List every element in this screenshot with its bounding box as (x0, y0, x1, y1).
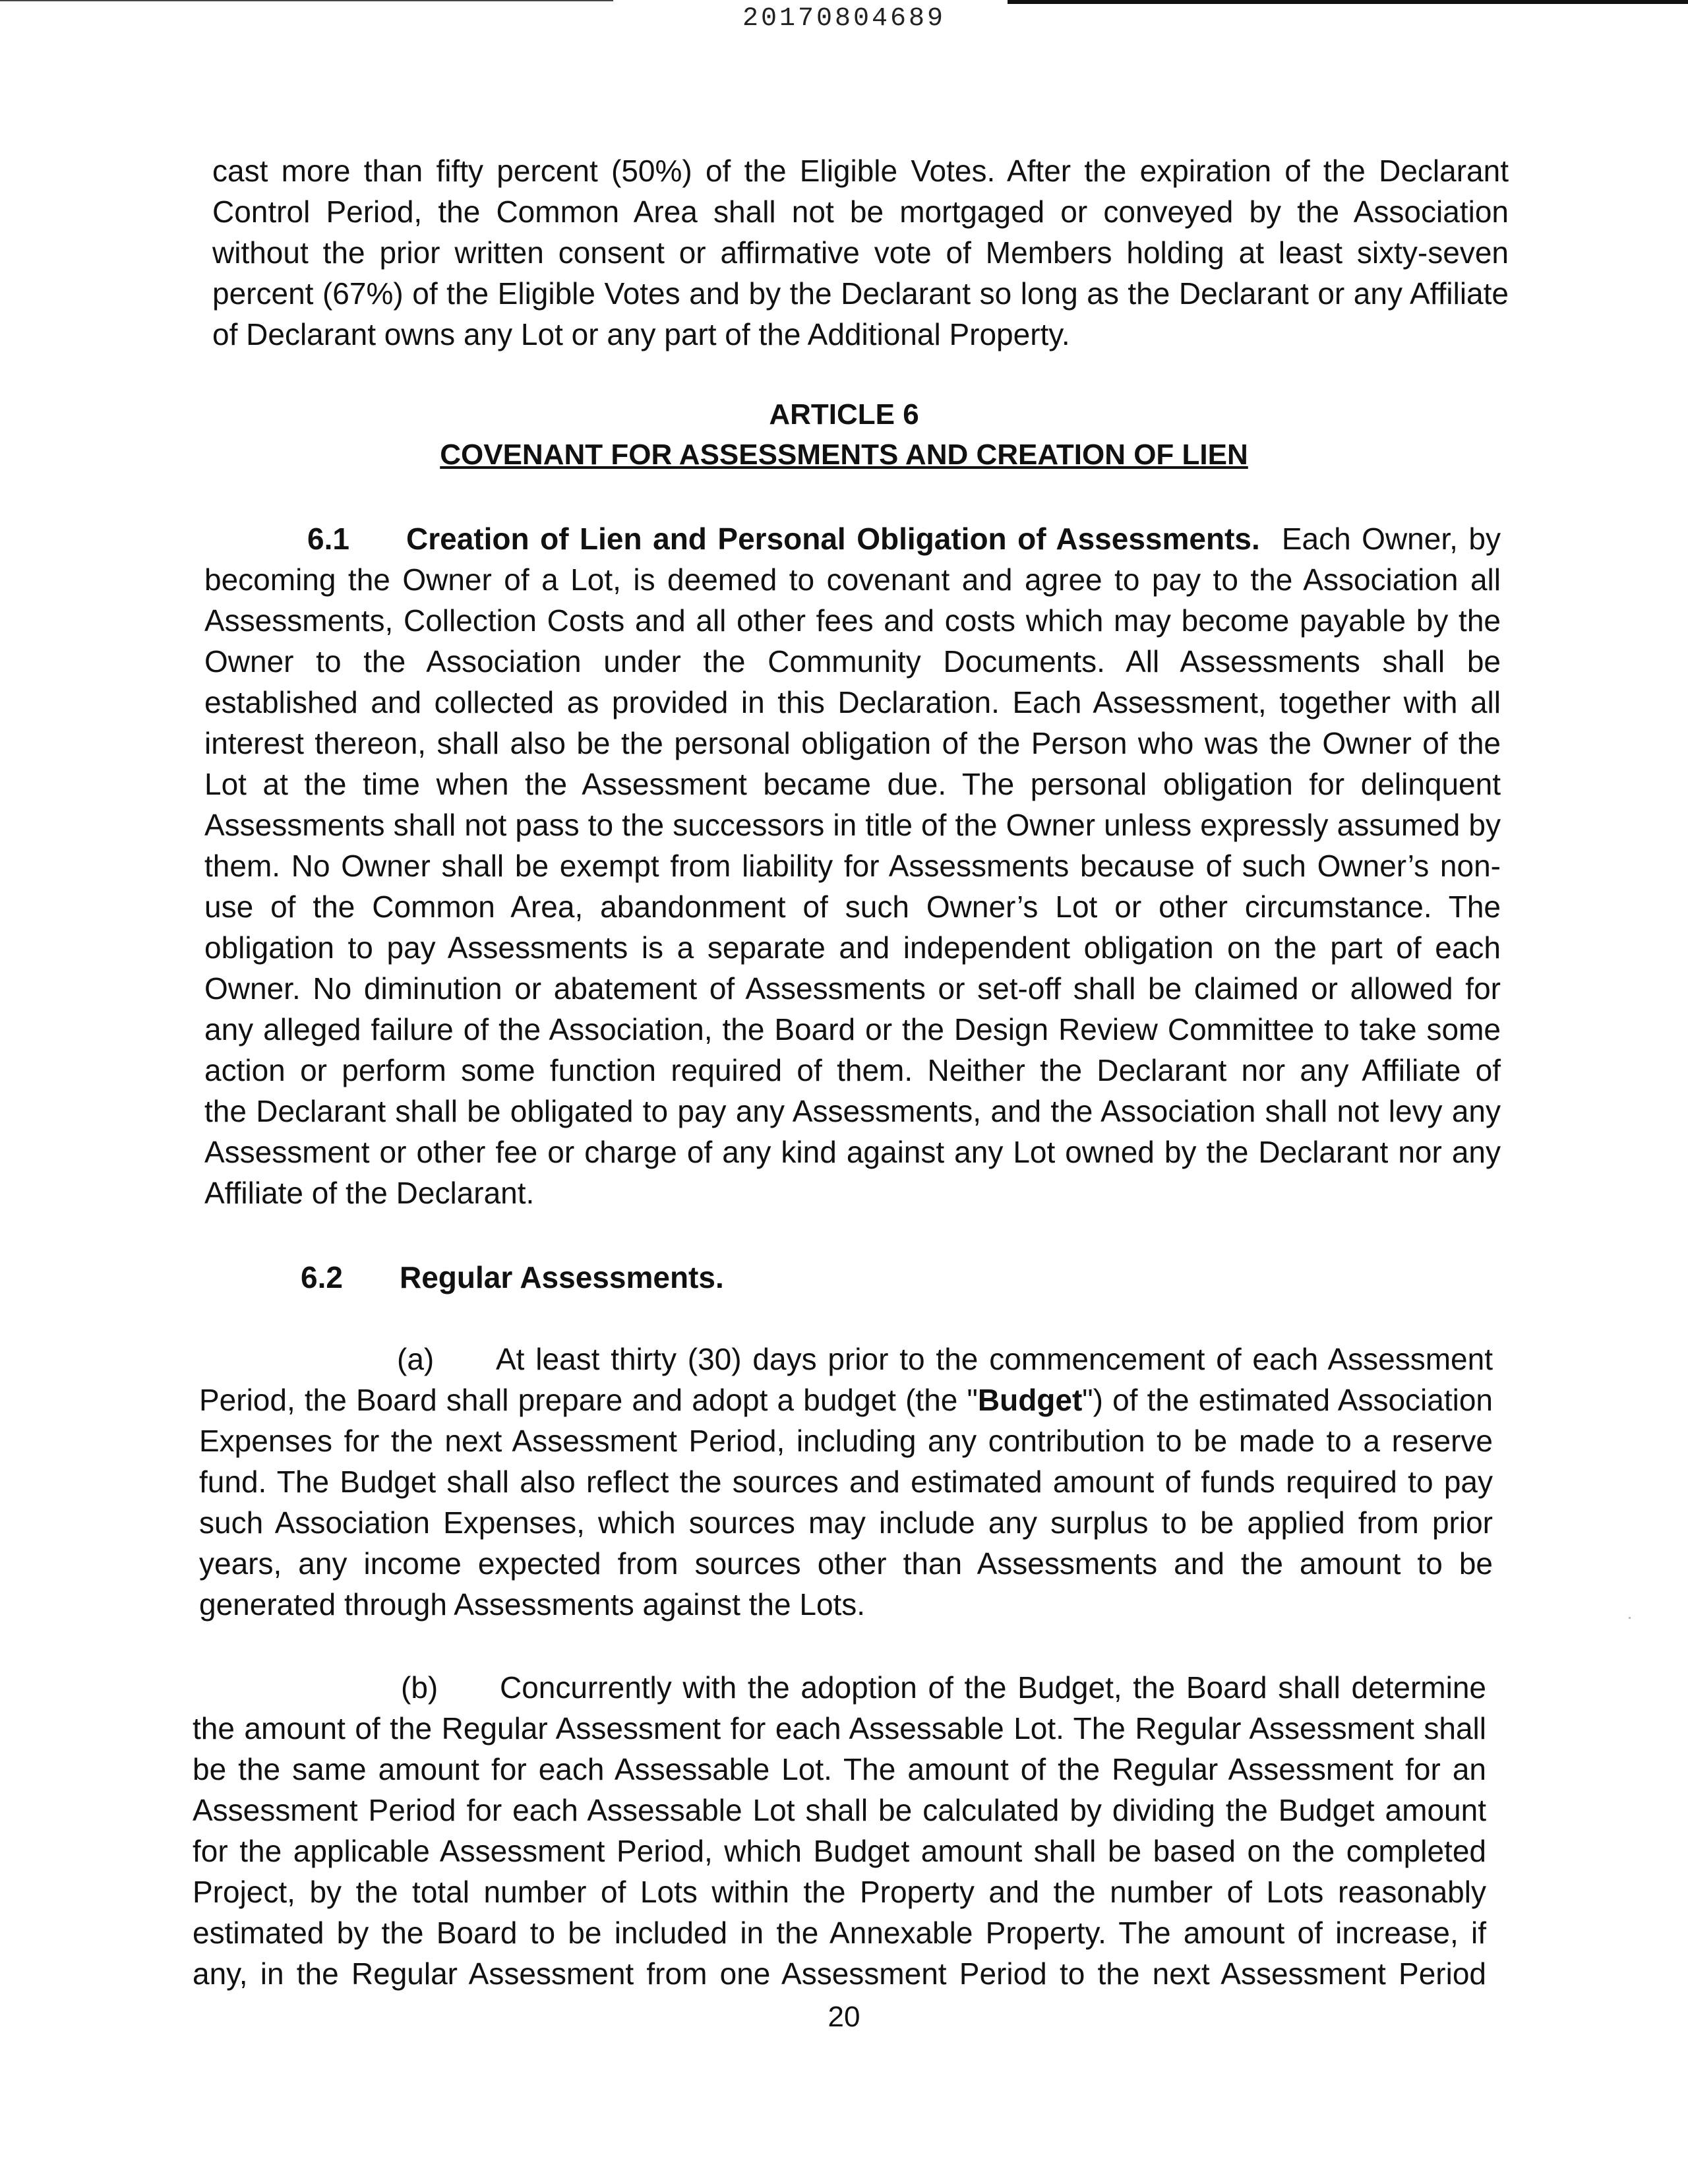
subsection-b-first-line (193, 1667, 1486, 1708)
subsection-text: Period, the Board shall prepare and adopt a budget (the " (199, 1383, 978, 1417)
section-line: established and collected as provided in this Declaration. Each Assessment, together with all (204, 685, 1501, 719)
subsection-label: (a) (397, 1342, 435, 1376)
section-line: any alleged failure of the Association, the Board or the Design Review Committee to take some (204, 1012, 1501, 1046)
section-line: Affiliate of the Declarant. (204, 1176, 535, 1210)
intro-line: of Declarant owns any Lot or any part of the Additional Property. (212, 317, 1070, 351)
section-number: 6.1 (307, 522, 349, 556)
section-line: Owner. No diminution or abatement of Assessments or set-off shall be claimed or allowed for (204, 971, 1501, 1006)
section-line: obligation to pay Assessments is a separate and independent obligation on the part of each (204, 930, 1501, 965)
subsection-b (193, 1667, 1486, 1994)
intro-paragraph (212, 150, 1509, 355)
defined-term-budget: Budget (977, 1383, 1083, 1417)
section-title: Regular Assessments. (400, 1260, 724, 1294)
subsection-line: such Association Expenses, which sources may include any surplus to be applied from prior (199, 1505, 1493, 1540)
subsection-line: Assessment Period for each Assessable Lot shall be calculated by dividing the Budget amount (193, 1793, 1486, 1827)
subsection-line: any, in the Regular Assessment from one Assessment Period to the next Assessment Period (193, 1957, 1486, 1991)
subsection-a-first-line (199, 1339, 1493, 1380)
document-number: 20170804689 (742, 4, 946, 34)
section-6-1-first-line (204, 518, 1501, 559)
section-line: the Declarant shall be obligated to pay any Assessments, and the Association shall not levy any (204, 1094, 1501, 1128)
intro-line: percent (67%) of the Eligible Votes and by the Declarant so long as the Declarant or any Affiliate (212, 276, 1509, 311)
section-6-1 (204, 518, 1501, 1213)
article-title: COVENANT FOR ASSESSMENTS AND CREATION OF LIEN (440, 439, 1248, 471)
section-text: Each Owner, by (1281, 522, 1501, 556)
subsection-line: Project, by the total number of Lots within the Property and the number of Lots reasonably (193, 1875, 1486, 1909)
subsection-text: At least thirty (30) days prior to the commencement of each Assessment (496, 1342, 1493, 1376)
section-line: Assessments shall not pass to the successors in title of the Owner unless expressly assumed by (204, 808, 1501, 842)
section-line: Owner to the Association under the Community Documents. All Assessments shall be (204, 644, 1501, 679)
section-line: them. No Owner shall be exempt from liability for Assessments because of such Owner’s non- (204, 849, 1501, 883)
intro-line: without the prior written consent or affirmative vote of Members holding at least sixty-seven (212, 235, 1509, 270)
section-6-2-heading-line (301, 1257, 1092, 1298)
subsection-line: years, any income expected from sources other than Assessments and the amount to be (199, 1546, 1493, 1581)
section-line: becoming the Owner of a Lot, is deemed to covenant and agree to pay to the Association all (204, 562, 1501, 597)
section-title: Creation of Lien and Personal Obligation of Assessments. (406, 522, 1260, 556)
subsection-a (199, 1339, 1493, 1625)
subsection-text: ") of the estimated Association (1082, 1383, 1493, 1417)
page-number: 20 (828, 2001, 860, 2033)
intro-line: Control Period, the Common Area shall not be mortgaged or conveyed by the Association (212, 195, 1509, 229)
section-line: interest thereon, shall also be the personal obligation of the Person who was the Owner of the (204, 726, 1501, 760)
section-line: Assessments, Collection Costs and all other fees and costs which may become payable by the (204, 603, 1501, 638)
section-line: Assessment or other fee or charge of any kind against any Lot owned by the Declarant nor any (204, 1135, 1501, 1169)
subsection-text: Concurrently with the adoption of the Budget, the Board shall determine (500, 1670, 1486, 1705)
section-line: Lot at the time when the Assessment became due. The personal obligation for delinquent (204, 767, 1501, 801)
subsection-line: fund. The Budget shall also reflect the sources and estimated amount of funds required to pay (199, 1465, 1493, 1499)
subsection-line: generated through Assessments against the Lots. (199, 1587, 866, 1622)
subsection-line: the amount of the Regular Assessment for each Assessable Lot. The Regular Assessment shall (193, 1711, 1486, 1745)
subsection-line: estimated by the Board to be included in the Annexable Property. The amount of increase, if (193, 1916, 1486, 1950)
subsection-label: (b) (401, 1670, 438, 1705)
section-number: 6.2 (301, 1260, 343, 1294)
article-number: ARTICLE 6 (769, 398, 919, 431)
intro-line: cast more than fifty percent (50%) of the Eligible Votes. After the expiration of the Declarant (212, 154, 1509, 188)
scan-edge-line-left (0, 0, 613, 1)
section-line: action or perform some function required of them. Neither the Declarant nor any Affiliate of (204, 1053, 1501, 1087)
scan-speck (1629, 1617, 1631, 1619)
subsection-line: Expenses for the next Assessment Period, including any contribution to be made to a reserve (199, 1424, 1493, 1458)
subsection-a-second-line (199, 1380, 1493, 1420)
subsection-line: be the same amount for each Assessable Lot. The amount of the Regular Assessment for an (193, 1752, 1486, 1786)
section-line: use of the Common Area, abandonment of such Owner’s Lot or other circumstance. The (204, 890, 1501, 924)
section-6-2-heading (301, 1257, 1092, 1298)
subsection-line: for the applicable Assessment Period, which Budget amount shall be based on the completed (193, 1834, 1486, 1868)
